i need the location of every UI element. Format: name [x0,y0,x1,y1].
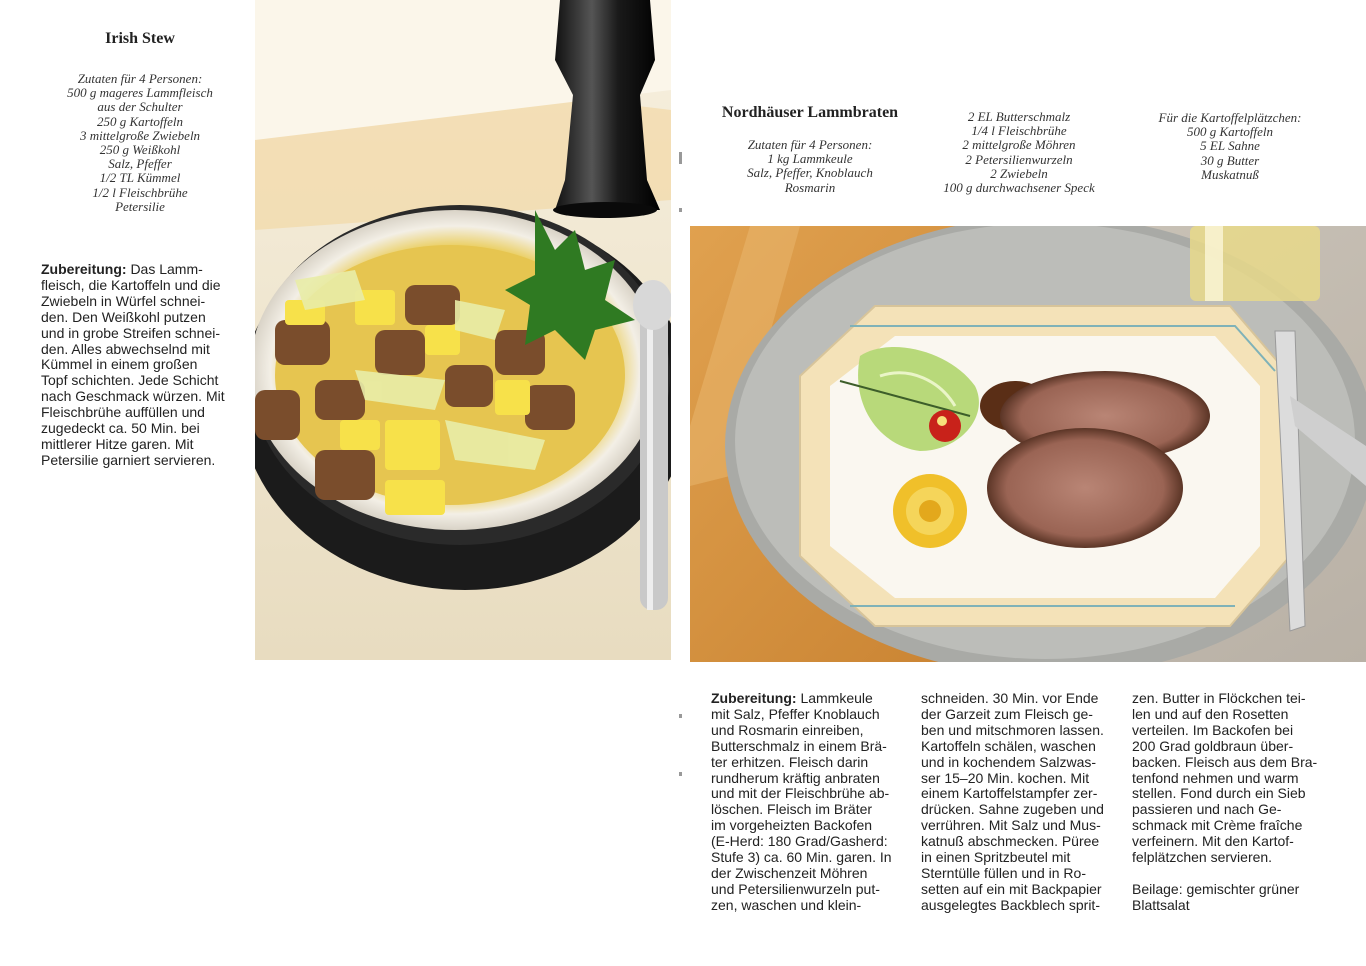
prep-line: verrühren. Mit Salz und Mus- [921,817,1101,834]
ingredient-line: 250 g Kartoffeln [97,113,183,129]
ingredient-line: 250 g Weißkohl [99,142,181,158]
prep-line: der Zwischenzeit Möhren [711,864,868,881]
prep-line: und mit der Fleischbrühe ab- [711,785,890,802]
ingredient-line: 3 mittelgroße Zwiebeln [79,127,201,143]
ingredient-line: Muskatnuß [1201,166,1259,182]
prep-line: verfeinern. Mit den Kartof- [1132,833,1294,850]
lammbraten-preparation-col3 [1132,691,1342,914]
prep-line: der Garzeit zum Fleisch ge- [921,705,1093,722]
prep-line: im vorgeheizten Backofen [711,817,873,834]
prep-line: Das Lamm- [130,261,203,277]
prep-line: Fleischbrühe auffüllen und [41,404,205,421]
prep-line: Lammkeule [800,690,873,706]
irish-stew-title: Irish Stew [105,30,175,47]
side-dish-line: Beilage: gemischter grüner [1132,880,1300,897]
lammbraten-ingredients-col1 [710,138,910,195]
ingredient-line: 1/2 l Fleischbrühe [92,184,188,200]
prep-line: backen. Fleisch aus dem Bra- [1132,753,1318,770]
prep-line: schneiden. 30 Min. vor Ende [921,690,1099,706]
prep-line: Petersilie garniert servieren. [41,451,216,468]
prep-line: Topf schichten. Jede Schicht [41,372,219,389]
gutter-mark [679,208,682,212]
prep-line: ausgelegtes Backblech sprit- [921,896,1100,913]
ingredient-line: 1 kg Lammkeule [767,151,853,167]
prep-line: mit Salz, Pfeffer Knoblauch [711,705,880,722]
ingredient-line: 2 Petersilienwurzeln [965,151,1073,167]
prep-label: Zubereitung: [711,690,797,706]
prep-line: nach Geschmack würzen. Mit [41,388,225,405]
prep-line: passieren und nach Ge- [1132,801,1282,818]
ingredient-line: 2 EL Butterschmalz [967,109,1071,124]
ingredient-line: Salz, Pfeffer, Knoblauch [747,165,873,181]
prep-line: drücken. Sahne zugeben und [921,801,1104,818]
gutter-mark [679,714,682,718]
lammbraten-preparation-col2 [921,691,1126,914]
ingredient-line: 2 mittelgroße Möhren [962,137,1076,153]
prep-line: 200 Grad goldbraun über- [1132,737,1294,754]
prep-line: Sterntülle füllen und in Ro- [921,864,1086,881]
prep-line: Stufe 3) ca. 60 Min. garen. In [711,849,892,866]
ingredient-line: 2 Zwiebeln [990,165,1048,181]
prep-line: den. Alles abwechselnd mit [41,340,210,357]
ingredient-line: 100 g durchwachsener Speck [943,180,1095,196]
prep-line: tenfond nehmen und warm [1132,769,1299,786]
spacer [1132,866,1342,882]
ingredient-line: 500 g Kartoffeln [1187,124,1273,140]
prep-line: löschen. Fleisch im Bräter [711,801,873,818]
lammbraten-title: Nordhäuser Lammbraten [721,104,899,121]
prep-line: Zwiebeln in Würfel schnei- [41,292,206,309]
gutter-mark [679,152,682,164]
prep-line: ser 15–20 Min. kochen. Mit [921,769,1090,786]
ingredient-line: 1/4 l Fleischbrühe [971,123,1067,139]
prep-line: in einen Spritzbeutel mit [921,849,1071,866]
ingredient-line: 1/2 TL Kümmel [99,170,181,186]
gutter-mark [679,772,682,776]
prep-line: felplätzchen servieren. [1132,849,1273,866]
prep-line: ben und mitschmoren lassen. [921,721,1104,738]
prep-line: zugedeckt ca. 50 Min. bei [41,420,200,437]
ingredient-line: Rosmarin [784,179,836,195]
ingredient-line: Petersilie [115,198,165,214]
prep-line: und in grobe Streifen schnei- [41,324,220,341]
ingredient-line: Zutaten für 4 Personen: [77,71,203,86]
prep-line: Kümmel in einem großen [41,356,198,373]
prep-line: mittlerer Hitze garen. Mit [41,435,194,452]
prep-line: zen, waschen und klein- [711,896,862,913]
irish-stew-ingredients [40,72,240,214]
prep-line: zen. Butter in Flöckchen tei- [1132,690,1306,706]
prep-line: rundherum kräftig anbraten [711,769,880,786]
ingredient-line: 30 g Butter [1200,152,1260,168]
irish-stew-photo [255,0,671,660]
lammbraten-preparation-col1 [711,691,911,914]
prep-label: Zubereitung: [41,261,127,277]
ingredient-line: 5 EL Sahne [1200,138,1260,154]
ingredient-line: Zutaten für 4 Personen: [747,137,873,152]
prep-line: katnuß abschmecken. Püree [921,833,1100,850]
prep-line: verteilen. Im Backofen bei [1132,721,1294,738]
ingredient-line: Salz, Pfeffer [108,156,172,172]
prep-line: schmack mit Crème fraîche [1132,817,1303,834]
lammbraten-ingredients-col3 [1130,111,1330,182]
lammbraten-photo [690,226,1366,662]
prep-line: den. Den Weißkohl putzen [41,308,206,325]
prep-line: (E-Herd: 180 Grad/Gasherd: [711,833,888,850]
prep-line: und Rosmarin einreiben, [711,721,864,738]
prep-line: setten auf ein mit Backpapier [921,880,1102,897]
prep-line: und in kochendem Salzwas- [921,753,1097,770]
prep-line: len und auf den Rosetten [1132,705,1289,722]
prep-line: Kartoffeln schälen, waschen [921,737,1096,754]
prep-line: einem Kartoffelstampfer zer- [921,785,1098,802]
lammbraten-illustration [690,226,1366,662]
prep-line: ter erhitzen. Fleisch darin [711,753,869,770]
ingredient-line: 500 g mageres Lammfleisch [67,85,213,101]
prep-line: Butterschmalz in einem Brä- [711,737,887,754]
prep-line: und Petersilienwurzeln put- [711,880,880,897]
lammbraten-ingredients-col2 [919,110,1119,195]
irish-stew-preparation [41,262,246,469]
prep-line: fleisch, die Kartoffeln und die [41,276,221,293]
ingredient-line: Für die Kartoffelplätzchen: [1158,110,1302,125]
side-dish-line: Blattsalat [1132,896,1190,913]
irish-stew-illustration [255,0,671,660]
ingredient-line: aus der Schulter [97,99,183,115]
prep-line: stellen. Fond durch ein Sieb [1132,785,1306,802]
